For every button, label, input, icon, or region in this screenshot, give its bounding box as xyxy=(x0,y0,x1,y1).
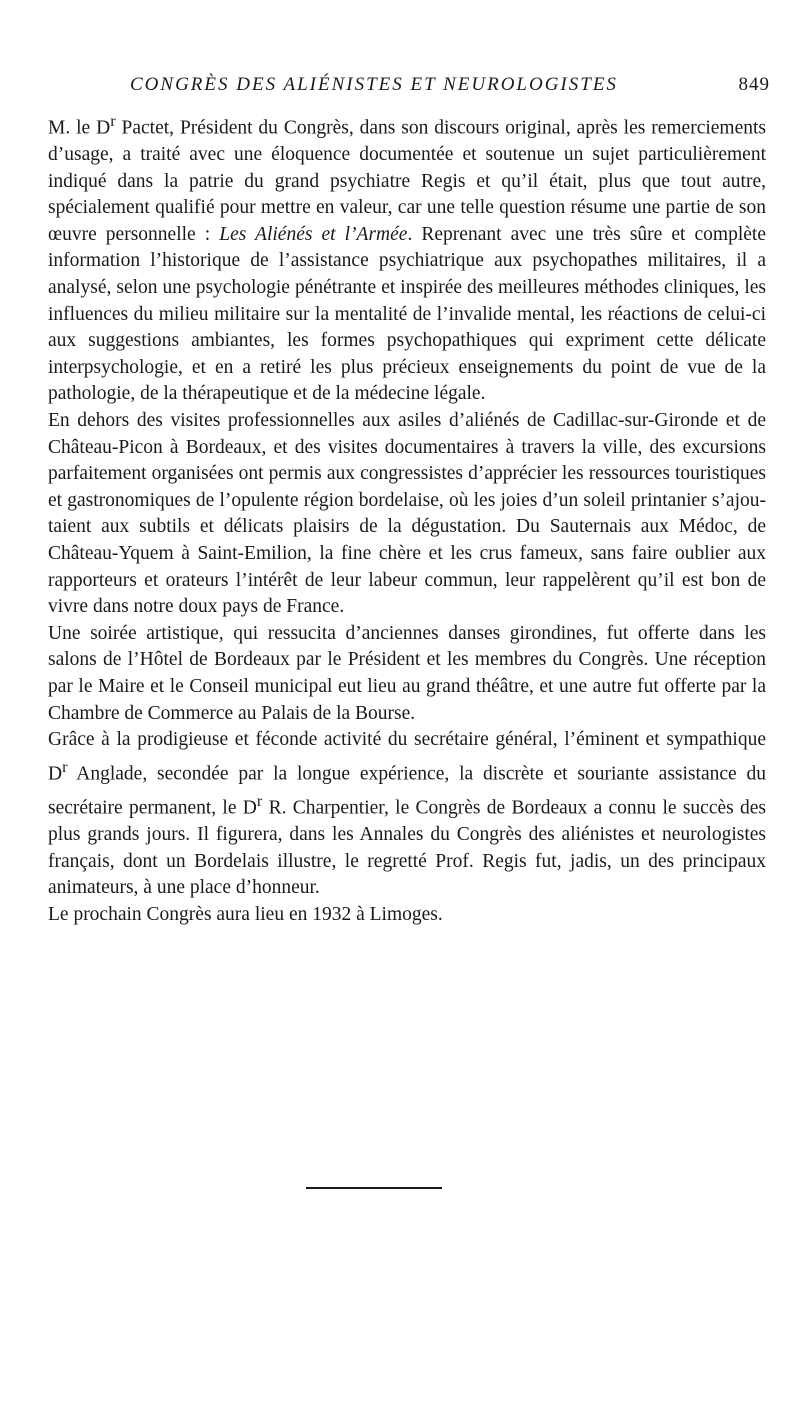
paragraph-text-segment: Grâce à la prodigieuse et féconde activité du secrétaire général, l’éminent et sympathique D xyxy=(48,729,766,785)
paragraph-text-segment: R. Charpentier, le Congrès de Bordeaux a connu le succès des plus grands jours. Il figurera, dans les Annales du Congrès des aliénistes et neurologistes français, dont un Bordelais illustre, le regretté Prof. Regis fut, jadis, un des principaux animateurs, à une place d’honneur. xyxy=(48,797,766,899)
paragraph-text-segment: Pactet, Président du Congrès, dans son discours original, après les remerciements d’usage, a traité avec une éloquence documentée et soutenue un sujet particulièrement indiqué dans la patrie du grand psychiatre Regis et qu’il était, plus que tout autre, spécialement qualifié pour mettre en valeur, car une telle question résume une partie de son œuvre personnelle : xyxy=(48,117,766,245)
paragraph-receptions: Une soirée artistique, qui ressucita d’anciennes danses girondines, fut offerte dans les salons de l’Hôtel de Bordeaux par le Président et les membres du Congrès. Une réception par le Maire et le Conseil municipal eut lieu au grand théâtre, et une autre fut offerte par la Chambre de Commerce au Palais de la Bourse. xyxy=(48,622,766,724)
paragraph-text-segment: . Reprenant avec une très sûre et complète information l’historique de l’assistance psychiatrique aux psychopathes militaires, il a analysé, selon une psychologie pénétrante et inspirée des meilleures méthodes cliniques, les influences du milieu militaire sur la mentalité de l’invalide mental, les réactions de celui-ci aux suggestions ambiantes, les formes psychopathiques qui expriment cette délicate interpsychologie, et en a retiré les plus précieux enseignements du point de vue de la pathologie, de la thérapeutique et de la médecine légale. xyxy=(48,223,766,405)
paragraph-congress-speech xyxy=(48,108,766,408)
paragraph-excursions: En dehors des visites professionnelles aux asiles d’aliénés de Cadillac-sur-Gironde et de Château-Picon à Bordeaux, et des visites documentaires à travers la ville, des excursions parfaitement organisées ont permis aux congressistes d’apprécier les ressources touristiques et gastronomiques de l’opulente région bordelaise, où les joies d’un soleil printanier s’ajoutaient aux subtils et délicats plaisirs de la dégustation. Du Sauternais aux Médoc, de Château-Yquem à Saint-Emilion, la fine chère et les crus fameux, sans faire oublier aux rapporteurs et orateurs l’intérêt de leur labeur commun, leur rappelèrent qu’il est bon de vivre dans notre doux pays de France. xyxy=(48,410,766,618)
title-abbreviation-superscript: r xyxy=(62,757,68,776)
work-title: Les Aliénés et l’Armée xyxy=(219,223,408,245)
running-head-title: CONGRÈS DES ALIÉNISTES ET NEUROLOGISTES xyxy=(130,74,618,95)
running-head xyxy=(50,74,770,98)
title-abbreviation-superscript: r xyxy=(256,791,263,810)
paragraph-text-segment: Anglade, secondée par la longue expérience, la discrète et souriante assistance du secrétaire permanent, le D xyxy=(48,763,766,819)
paragraph-text-segment: M. le D xyxy=(48,117,111,139)
title-abbreviation-superscript: r xyxy=(110,112,116,130)
paragraph-next-congress: Le prochain Congrès aura lieu en 1932 à Limoges. xyxy=(48,903,443,925)
section-end-rule xyxy=(306,1187,442,1189)
article-body xyxy=(48,108,766,928)
page-number: 849 xyxy=(738,74,770,95)
paragraph-acknowledgements xyxy=(48,727,766,902)
